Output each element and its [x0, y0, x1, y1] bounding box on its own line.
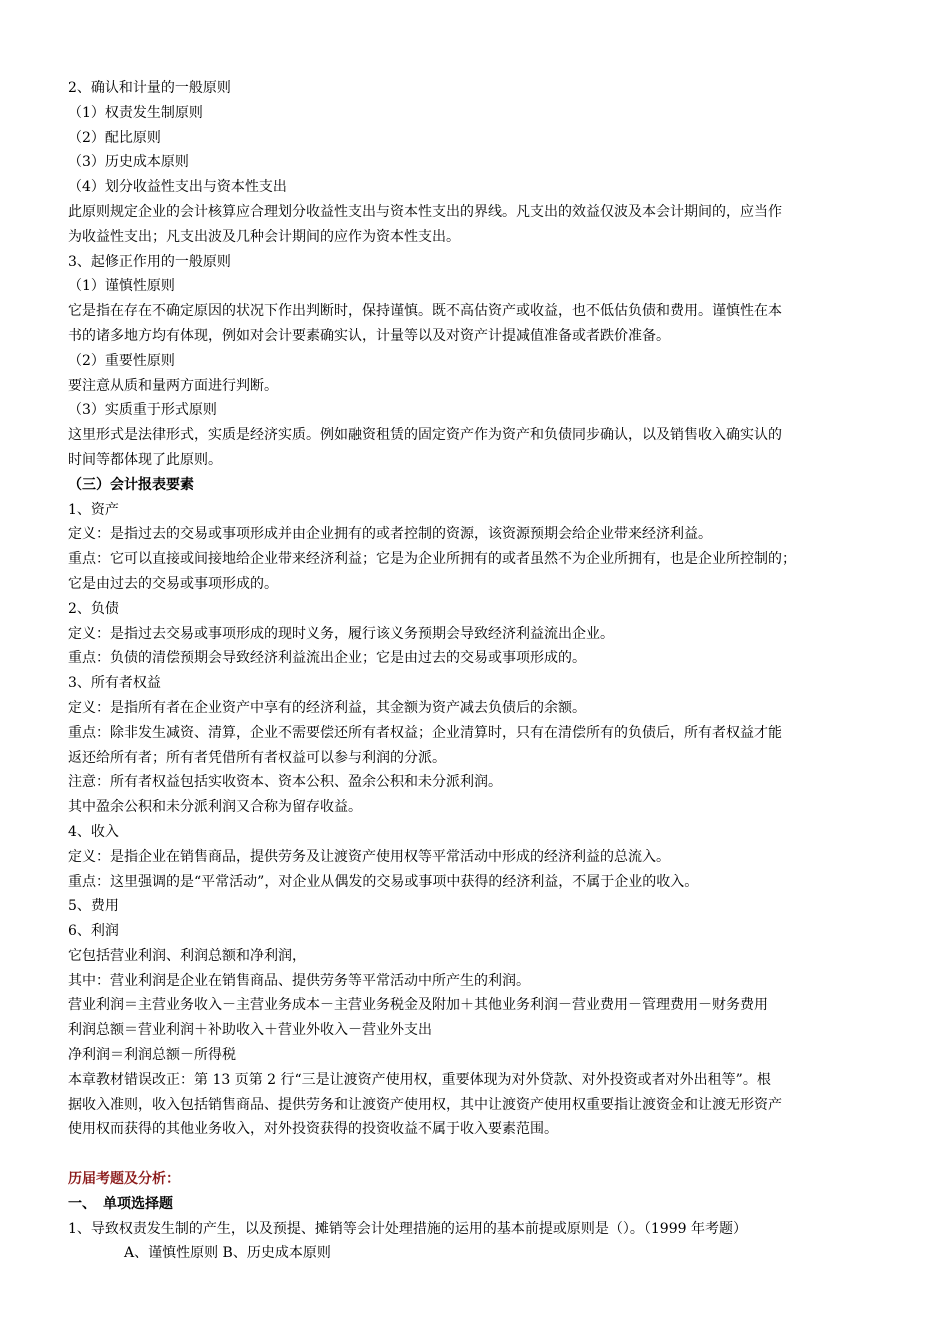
single-choice-heading: 一、 单项选择题	[68, 1195, 173, 1212]
text-line: 据收入准则，收入包括销售商品、提供劳务和让渡资产使用权，其中让渡资产使用权重要指让渡资金和让渡无形资产	[68, 1096, 782, 1113]
text-line: （4）划分收益性支出与资本性支出	[68, 179, 287, 196]
text-line: 它是指在存在不确定原因的状况下作出判断时，保持谨慎。既不高估资产或收益，也不低估负债和费用。谨慎性在本	[68, 303, 782, 320]
blank-line	[68, 1142, 888, 1167]
text-line: 3、所有者权益	[68, 675, 161, 692]
text-line: （2）重要性原则	[68, 352, 175, 369]
text-line: 返还给所有者；所有者凭借所有者权益可以参与利润的分派。	[68, 749, 446, 766]
text-line: 利润总额＝营业利润＋补助收入＋营业外收入－营业外支出	[68, 1022, 432, 1039]
text-line: 5、费用	[68, 898, 119, 915]
question-1: 1、导致权责发生制的产生，以及预提、摊销等会计处理措施的运用的基本前提或原则是（）。（1999 年考题）	[68, 1220, 747, 1237]
text-line: 它包括营业利润、利润总额和净利润，	[68, 947, 306, 964]
question-1-options: A、谨慎性原则 B、历史成本原则	[124, 1245, 331, 1262]
text-line: 6、利润	[68, 923, 119, 940]
text-line: 定义：是指企业在销售商品，提供劳务及让渡资产使用权等平常活动中形成的经济利益的总流入。	[68, 848, 670, 865]
text-line: 定义：是指过去的交易或事项形成并由企业拥有的或者控制的资源，该资源预期会给企业带来经济利益。	[68, 526, 712, 543]
section-heading: （三）会计报表要素	[68, 476, 194, 493]
text-line: 注意：所有者权益包括实收资本、资本公积、盈余公积和未分派利润。	[68, 774, 502, 791]
text-line: 这里形式是法律形式，实质是经济实质。例如融资租赁的固定资产作为资产和负债同步确认，以及销售收入确实认的	[68, 427, 782, 444]
text-line: 定义：是指所有者在企业资产中享有的经济利益，其金额为资产减去负债后的余额。	[68, 699, 586, 716]
text-line: （3）历史成本原则	[68, 154, 189, 171]
text-line: 时间等都体现了此原则。	[68, 451, 222, 468]
text-line: 营业利润＝主营业务收入－主营业务成本－主营业务税金及附加＋其他业务利润－营业费用－管理费用－财务费用	[68, 997, 768, 1014]
text-line: 2、负债	[68, 600, 119, 617]
text-line: 其中：营业利润是企业在销售商品、提供劳务等平常活动中所产生的利润。	[68, 972, 530, 989]
text-line: 重点：除非发生减资、清算，企业不需要偿还所有者权益；企业清算时，只有在清偿所有的负债后，所有者权益才能	[68, 724, 782, 741]
text-line: 3、起修正作用的一般原则	[68, 253, 231, 270]
text-line: 定义：是指过去交易或事项形成的现时义务，履行该义务预期会导致经济利益流出企业。	[68, 625, 614, 642]
text-line: 其中盈余公积和未分派利润又合称为留存收益。	[68, 799, 362, 816]
text-line: （1）谨慎性原则	[68, 278, 175, 295]
document-body	[68, 76, 888, 1266]
text-line: 要注意从质和量两方面进行判断。	[68, 377, 278, 394]
text-line: 书的诸多地方均有体现，例如对会计要素确实认，计量等以及对资产计提减值准备或者跌价准备。	[68, 327, 670, 344]
text-line: 为收益性支出；凡支出波及几种会计期间的应作为资本性支出。	[68, 228, 460, 245]
text-line: 4、收入	[68, 823, 119, 840]
text-line: 2、确认和计量的一般原则	[68, 80, 231, 96]
text-line: 重点：负债的清偿预期会导致经济利益流出企业；它是由过去的交易或事项形成的。	[68, 650, 586, 667]
text-line: （1）权责发生制原则	[68, 104, 203, 121]
text-line: 重点：它可以直接或间接地给企业带来经济利益；它是为企业所拥有的或者虽然不为企业所拥有，也是企业所控制的；	[68, 551, 796, 568]
text-line: 此原则规定企业的会计核算应合理划分收益性支出与资本性支出的界线。凡支出的效益仅波及本会计期间的，应当作	[68, 203, 782, 220]
text-line: 净利润＝利润总额－所得税	[68, 1047, 236, 1064]
text-line: 使用权而获得的其他业务收入，对外投资获得的投资收益不属于收入要素范围。	[68, 1121, 558, 1138]
text-line: 本章教材错误改正：第 13 页第 2 行“三是让渡资产使用权，重要体现为对外贷款、对外投资或者对外出租等”。根	[68, 1071, 771, 1088]
text-line: 它是由过去的交易或事项形成的。	[68, 575, 278, 592]
text-line: 重点：这里强调的是“平常活动”，对企业从偶发的交易或事项中获得的经济利益，不属于企业的收入。	[68, 873, 699, 890]
text-line: （2）配比原则	[68, 129, 161, 146]
text-line: 1、资产	[68, 501, 119, 518]
exam-heading: 历届考题及分析：	[68, 1171, 180, 1188]
text-line: （3）实质重于形式原则	[68, 402, 217, 419]
